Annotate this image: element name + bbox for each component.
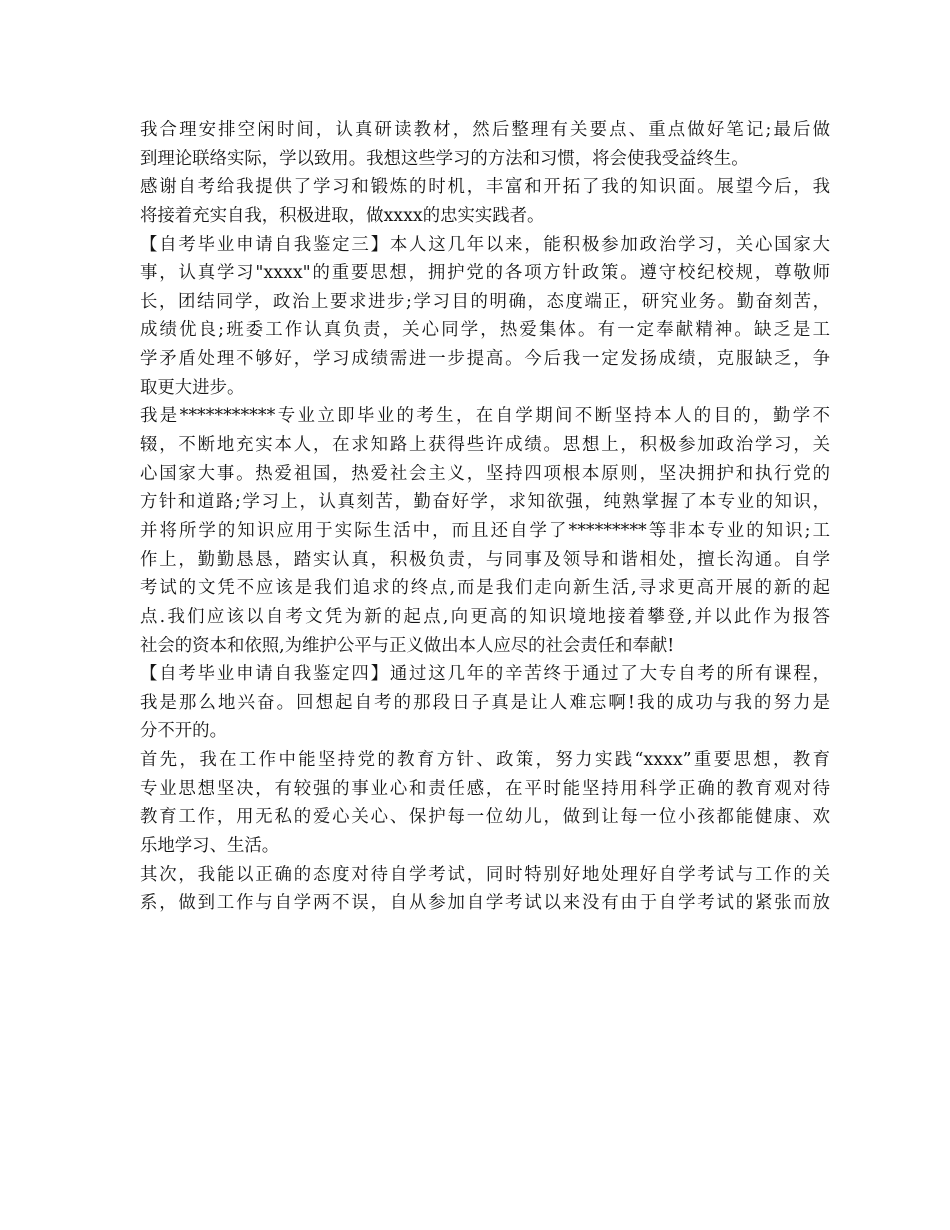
text-line: 专业思想坚决，有较强的事业心和责任感，在平时能坚持用科学正确的教育观对待	[140, 778, 830, 799]
text-line: 学矛盾处理不够好，学习成绩需进一步提高。今后我一定发扬成绩，克服缺乏，争	[140, 349, 830, 370]
text-line: 【自考毕业申请自我鉴定三】本人这几年以来，能积极参加政治学习，关心国家大	[140, 234, 830, 255]
document-body	[140, 116, 830, 918]
text-line: 系，做到工作与自学两不误，自从参加自学考试以来没有由于自学考试的紧张而放	[140, 893, 830, 914]
text-line: 点.我们应该以自考文凭为新的起点,向更高的知识境地接着攀登,并以此作为报答	[140, 606, 830, 627]
text-line: 我合理安排空闲时间，认真研读教材，然后整理有关要点、重点做好笔记;最后做	[140, 120, 830, 140]
text-line: 事，认真学习"xxxx"的重要思想，拥护党的各项方针政策。遵守校纪校规，尊敬师	[140, 263, 830, 284]
text-line: 教育工作，用无私的爱心关心、保护每一位幼儿，做到让每一位小孩都能健康、欢	[140, 807, 830, 828]
text-line: 作上，勤勤恳恳，踏实认真，积极负责，与同事及领导和谐相处，擅长沟通。自学	[140, 549, 830, 570]
text-line: 社会的资本和依照,为维护公平与正义做出本人应尽的社会责任和奉献!	[140, 635, 675, 656]
text-line: 到理论联络实际，学以致用。我想这些学习的方法和习惯，将会使我受益终生。	[140, 148, 749, 169]
text-line: 将接着充实自我，积极进取，做xxxx的忠实实践者。	[140, 205, 545, 226]
text-line: 分不开的。	[140, 721, 227, 742]
text-line: 感谢自考给我提供了学习和锻炼的时机，丰富和开拓了我的知识面。展望今后，我	[140, 177, 830, 198]
text-line: 并将所学的知识应用于实际生活中，而且还自学了*********等非本专业的知识;工	[140, 520, 830, 541]
text-line: 辍，不断地充实本人，在求知路上获得些许成绩。思想上，积极参加政治学习，关	[140, 435, 830, 456]
text-line: 成绩优良;班委工作认真负责，关心同学，热爱集体。有一定奉献精神。缺乏是工	[140, 320, 830, 341]
text-line: 其次，我能以正确的态度对待自学考试，同时特别好地处理好自学考试与工作的关	[140, 864, 830, 885]
text-line: 取更大进步。	[140, 377, 245, 398]
text-line: 心国家大事。热爱祖国，热爱社会主义，坚持四项根本原则，坚决拥护和执行党的	[140, 463, 830, 484]
text-line: 我是那么地兴奋。回想起自考的那段日子真是让人难忘啊!我的成功与我的努力是	[140, 692, 830, 713]
text-line: 乐地学习、生活。	[140, 836, 280, 857]
text-line: 长，团结同学，政治上要求进步;学习目的明确，态度端正，研究业务。勤奋刻苦，	[140, 291, 830, 312]
text-line: 方针和道路;学习上，认真刻苦，勤奋好学，求知欲强，纯熟掌握了本专业的知识，	[140, 492, 830, 513]
text-line: 首先，我在工作中能坚持党的教育方针、政策，努力实践“xxxx”重要思想，教育	[140, 750, 830, 771]
text-line: 考试的文凭不应该是我们追求的终点,而是我们走向新生活,寻求更高开展的新的起	[140, 578, 830, 599]
text-line: 我是***********专业立即毕业的考生，在自学期间不断坚持本人的目的，勤学不	[140, 406, 830, 427]
text-line: 【自考毕业申请自我鉴定四】通过这几年的辛苦终于通过了大专自考的所有课程，	[140, 664, 830, 685]
